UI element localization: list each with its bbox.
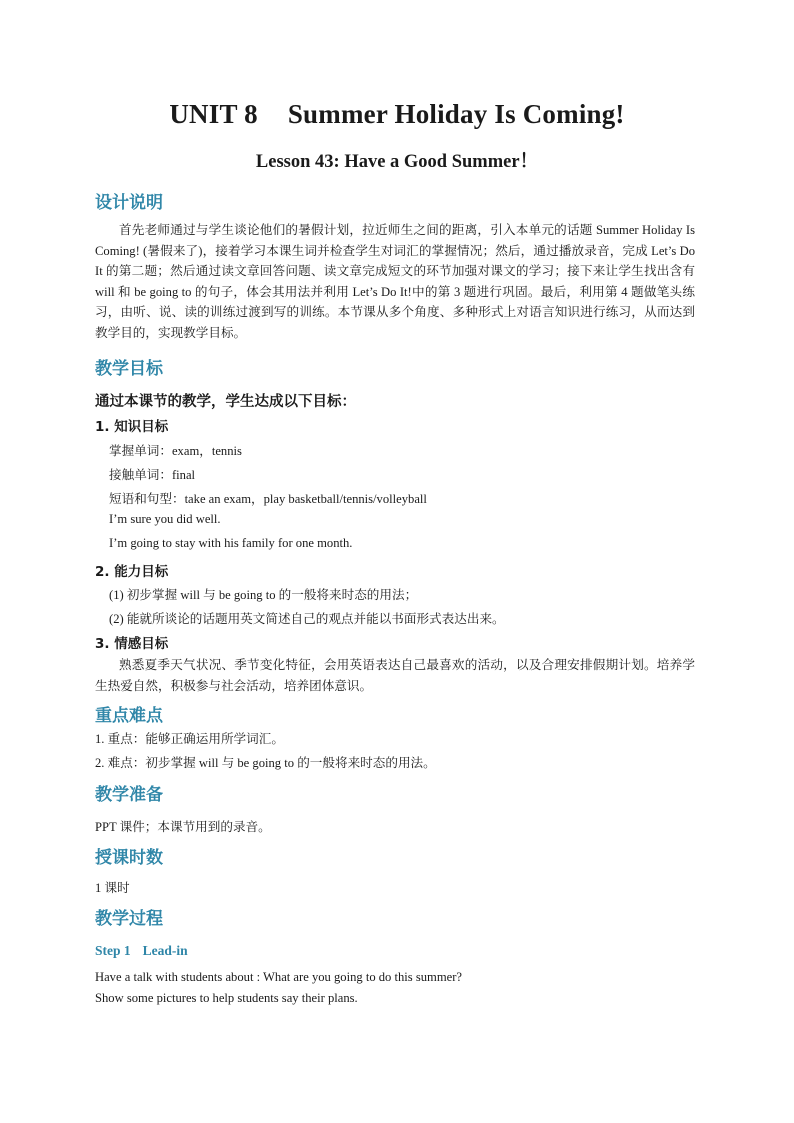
hours-heading: 授课时数	[95, 848, 163, 868]
unit-name: Summer Holiday Is Coming!	[287, 99, 625, 129]
process-line: Show some pictures to help students say their plans.	[95, 991, 358, 1005]
design-heading: 设计说明	[95, 193, 163, 213]
hours-text: 1 课时	[95, 881, 130, 895]
emotion-heading: 3. 情感目标	[95, 636, 169, 652]
knowledge-line: 短语和句型：take an exam，play basketball/tennis/volleyball	[109, 492, 427, 506]
objectives-intro: 通过本课节的教学，学生达成以下目标：	[95, 394, 356, 410]
objectives-heading: 教学目标	[95, 359, 163, 379]
ability-line: (2) 能就所谈论的话题用英文简述自己的观点并能以书面形式表达出来。	[109, 612, 505, 626]
design-text: 首先老师通过与学生谈论他们的暑假计划，拉近师生之间的距离，引入本单元的话题 Summer Holiday Is Coming! (暑假来了)，接着学习本课生词并检查学生对词汇的掌握情况；然后，通过播放录音，完成 Let’s Do It 的第二题；然后通过读文章回答问题、读文章完成短文的环节加强对课文的学习；接下来让学生找出含有 will 和 be going to 的句子，体会其用法并利用 Let’s Do It!中的第 3 题进行巩固。最后，利用第 4 题做笔头练习，由听、说、读的训练过渡到写的训练。本节课从多个角度、多种形式上对语言知识进行练习，从而达到教学目的，实现教学目标。	[95, 223, 695, 340]
knowledge-line: 接触单词：final	[109, 468, 196, 482]
knowledge-line: I’m going to stay with his family for one month.	[109, 536, 353, 550]
preparation-text: PPT 课件；本课节用到的录音。	[95, 820, 271, 834]
step-number: Step 1	[95, 943, 131, 958]
unit-number: UNIT 8	[169, 99, 258, 129]
lesson-title: Lesson 43: Have a Good Summer！	[255, 152, 539, 172]
process-line: Have a talk with students about : What are you going to do this summer?	[95, 970, 463, 984]
process-heading: 教学过程	[95, 909, 163, 929]
ability-line: (1) 初步掌握 will 与 be going to 的一般将来时态的用法；	[109, 588, 418, 602]
unit-title	[0, 99, 794, 130]
knowledge-line: 掌握单词：exam，tennis	[109, 444, 242, 458]
step-heading	[95, 943, 188, 959]
keypoint-line: 2. 难点：初步掌握 will 与 be going to 的一般将来时态的用法。	[95, 756, 436, 770]
knowledge-heading: 1. 知识目标	[95, 419, 169, 435]
emotion-text: 熟悉夏季天气状况、季节变化特征，会用英语表达自己最喜欢的活动，以及合理安排假期计划。培养学生热爱自然，积极参与社会活动，培养团体意识。	[95, 658, 695, 693]
knowledge-line: I’m sure you did well.	[109, 512, 221, 526]
step-name: Lead-in	[142, 943, 188, 958]
keypoint-line: 1. 重点：能够正确运用所学词汇。	[95, 732, 284, 746]
preparation-heading: 教学准备	[95, 785, 163, 805]
ability-heading: 2. 能力目标	[95, 564, 169, 580]
keypoints-heading: 重点难点	[95, 706, 163, 726]
